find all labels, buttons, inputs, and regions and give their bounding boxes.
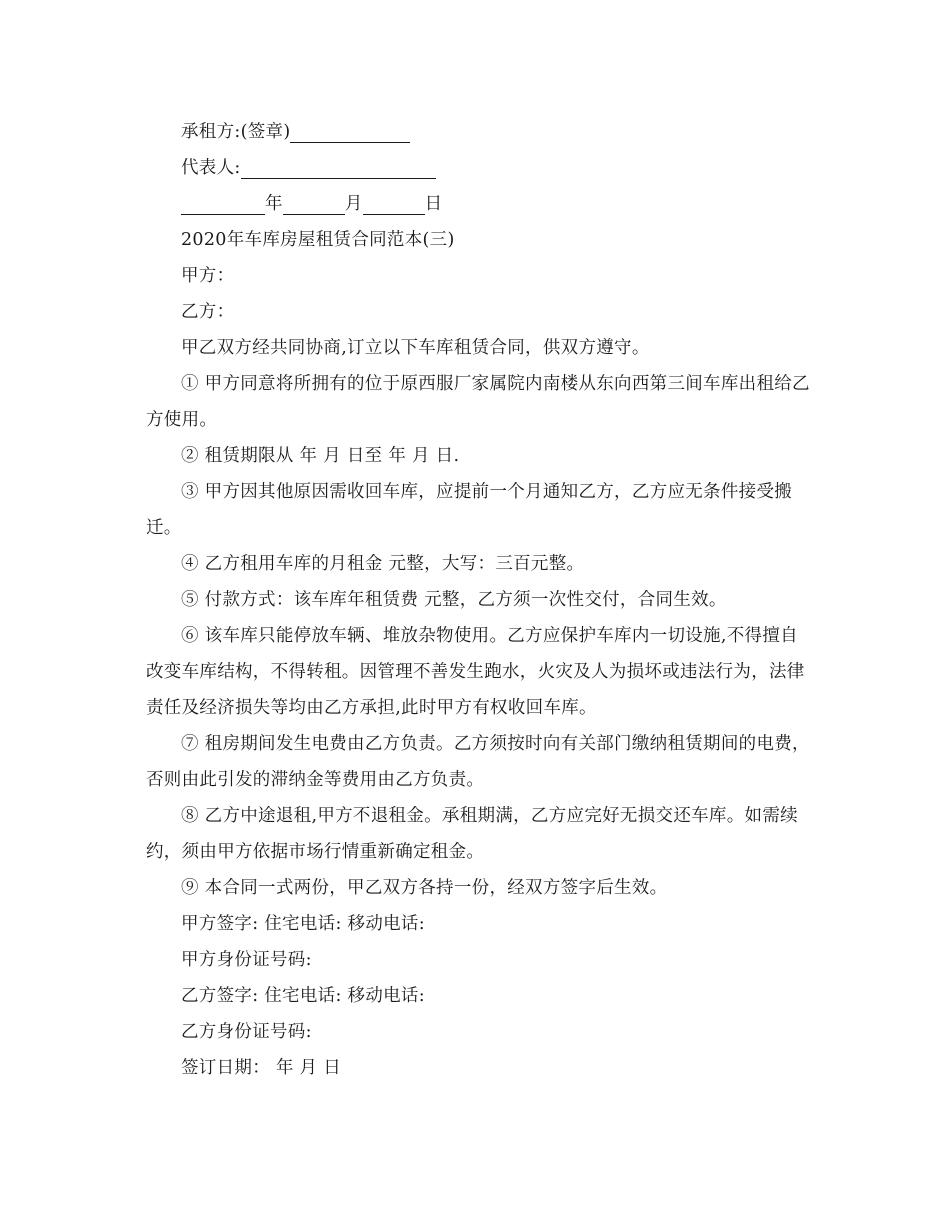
representative-blank	[241, 156, 436, 179]
representative-line	[146, 150, 810, 186]
sign-date-line: 签订日期： 年 月 日	[181, 1058, 341, 1078]
clause-8: ⑧ 乙方中途退租,甲方不退租金。承租期满，乙方应完好无损交还车库。如需续约，须由甲方依据市场行情重新确定租金。	[146, 806, 798, 862]
clause-6: ⑥ 该车库只能停放车辆、堆放杂物使用。乙方应保护车库内一切设施,不得擅自改变车库结构，不得转租。因管理不善发生跑水，火灾及人为损坏或违法行为，法律责任及经济损失等均由乙方承担,此时甲方有权收回车库。	[146, 626, 805, 718]
party-b-line: 乙方：	[181, 302, 235, 322]
clause-7: ⑦ 租房期间发生电费由乙方负责。乙方须按时向有关部门缴纳租赁期间的电费，否则由此引发的滞纳金等费用由乙方负责。	[146, 734, 810, 790]
document-body	[146, 114, 810, 1086]
representative-label: 代表人:	[181, 158, 241, 178]
clause-1: ① 甲方同意将所拥有的位于原西服厂家属院内南楼从东向西第三间车库出租给乙方使用。	[146, 374, 810, 430]
lessee-label: 承租方:(签章)	[181, 122, 291, 142]
party-a-signature-line: 甲方签字: 住宅电话: 移动电话:	[181, 914, 425, 934]
signature-date-line	[146, 186, 810, 222]
party-a-line: 甲方：	[181, 266, 235, 286]
contract-title: 2020年车库房屋租赁合同范本(三)	[181, 230, 455, 250]
clause-5: ⑤ 付款方式：该车库年租赁费 元整，乙方须一次性交付，合同生效。	[181, 590, 727, 610]
day-label: 日	[424, 194, 443, 214]
clause-9: ⑨ 本合同一式两份，甲乙双方各持一份，经双方签字后生效。	[181, 878, 668, 898]
contract-intro: 甲乙双方经共同协商,订立以下车库租赁合同，供双方遵守。	[181, 338, 650, 358]
clause-3: ③ 甲方因其他原因需收回车库，应提前一个月通知乙方，乙方应无条件接受搬迁。	[146, 482, 793, 538]
party-a-id-line: 甲方身份证号码:	[181, 950, 312, 970]
month-blank	[283, 192, 345, 215]
lessee-signature-line	[146, 114, 810, 150]
party-b-signature-line: 乙方签字: 住宅电话: 移动电话:	[181, 986, 425, 1006]
month-label: 月	[344, 194, 363, 214]
clause-2: ② 租赁期限从 年 月 日至 年 月 日.	[181, 446, 460, 466]
lessee-signature-blank	[290, 120, 410, 143]
year-blank	[181, 192, 265, 215]
clause-4: ④ 乙方租用车库的月租金 元整，大写：三百元整。	[181, 554, 585, 574]
party-b-id-line: 乙方身份证号码:	[181, 1022, 312, 1042]
year-label: 年	[265, 194, 283, 214]
day-blank	[363, 192, 425, 215]
